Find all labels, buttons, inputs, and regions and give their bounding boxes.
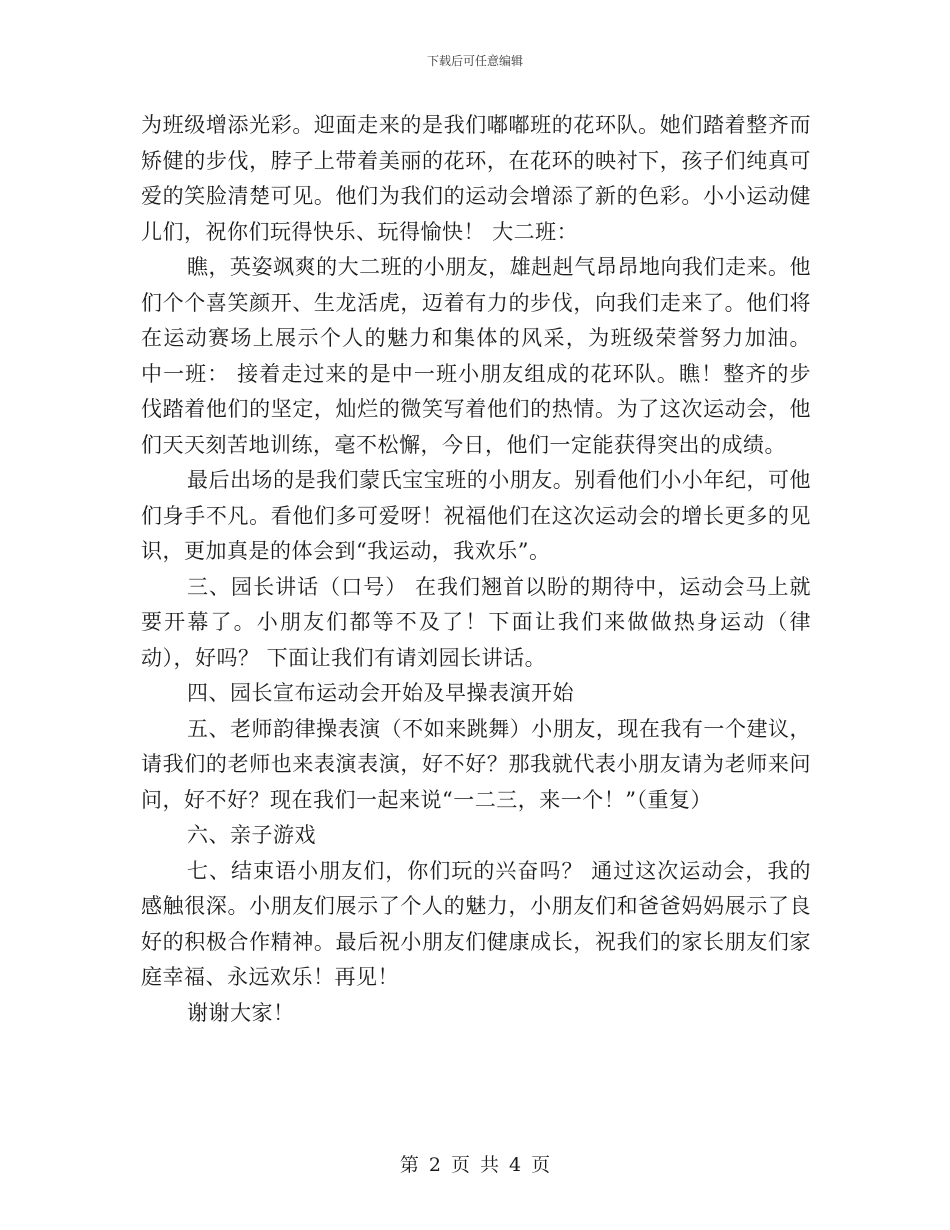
paragraph: 瞧，英姿飒爽的大二班的小朋友，雄赳赳气昂昂地向我们走来。他们个个喜笑颜开、生龙活虎，迈着有力的步伐，向我们走来了。他们将在运动赛场上展示个人的魅力和集体的风采，为班级荣誉努力加油。 中一班： 接着走过来的是中一班小朋友组成的花环队。瞧！整齐的步伐踏着他们的坚定，灿烂的微笑写着他们的热情。为了这次运动会，他们天天刻苦地训练，毫不松懈，今日，他们一定能获得突出的成绩。 — [141, 255, 811, 457]
paragraph: 六、亲子游戏 — [187, 823, 316, 847]
paragraph: 谢谢大家！ — [187, 1000, 295, 1025]
page-header: 下载后可任意编辑 — [426, 54, 523, 68]
document-body — [141, 108, 811, 1031]
paragraph: 三、园长讲话（口号） 在我们翘首以盼的期待中，运动会马上就要开幕了。小朋友们都等不及了！下面让我们来做做热身运动（律动），好吗？ 下面让我们有请刘园长讲话。 — [141, 574, 811, 670]
paragraph: 为班级增添光彩。迎面走来的是我们嘟嘟班的花环队。她们踏着整齐而矫健的步伐，脖子上带着美丽的花环，在花环的映衬下，孩子们纯真可爱的笑脸清楚可见。他们为我们的运动会增添了新的色彩。小小运动健儿们，祝你们玩得快乐、玩得愉快！ 大二班： — [141, 113, 811, 244]
paragraph: 五、老师韵律操表演（不如来跳舞）小朋友，现在我有一个建议，请我们的老师也来表演表演，好不好？那我就代表小朋友请为老师来问问，好不好？现在我们一起来说“一二三，来一个！”（重复） — [141, 716, 811, 812]
paragraph: 四、园长宣布运动会开始及早操表演开始 — [187, 681, 574, 705]
paragraph: 最后出场的是我们蒙氏宝宝班的小朋友。别看他们小小年纪，可他们身手不凡。看他们多可爱呀！祝福他们在这次运动会的增长更多的见识，更加真是的体会到“我运动，我欢乐”。 — [141, 468, 811, 563]
page-number: 第 2 页 共 4 页 — [399, 1154, 551, 1176]
paragraph: 七、结束语小朋友们，你们玩的兴奋吗？ 通过这次运动会，我的感触很深。小朋友们展示了个人的魅力，小朋友们和爸爸妈妈展示了良好的积极合作精神。最后祝小朋友们健康成长，祝我们的家长朋友们家庭幸福、永远欢乐！再见！ — [141, 858, 811, 989]
